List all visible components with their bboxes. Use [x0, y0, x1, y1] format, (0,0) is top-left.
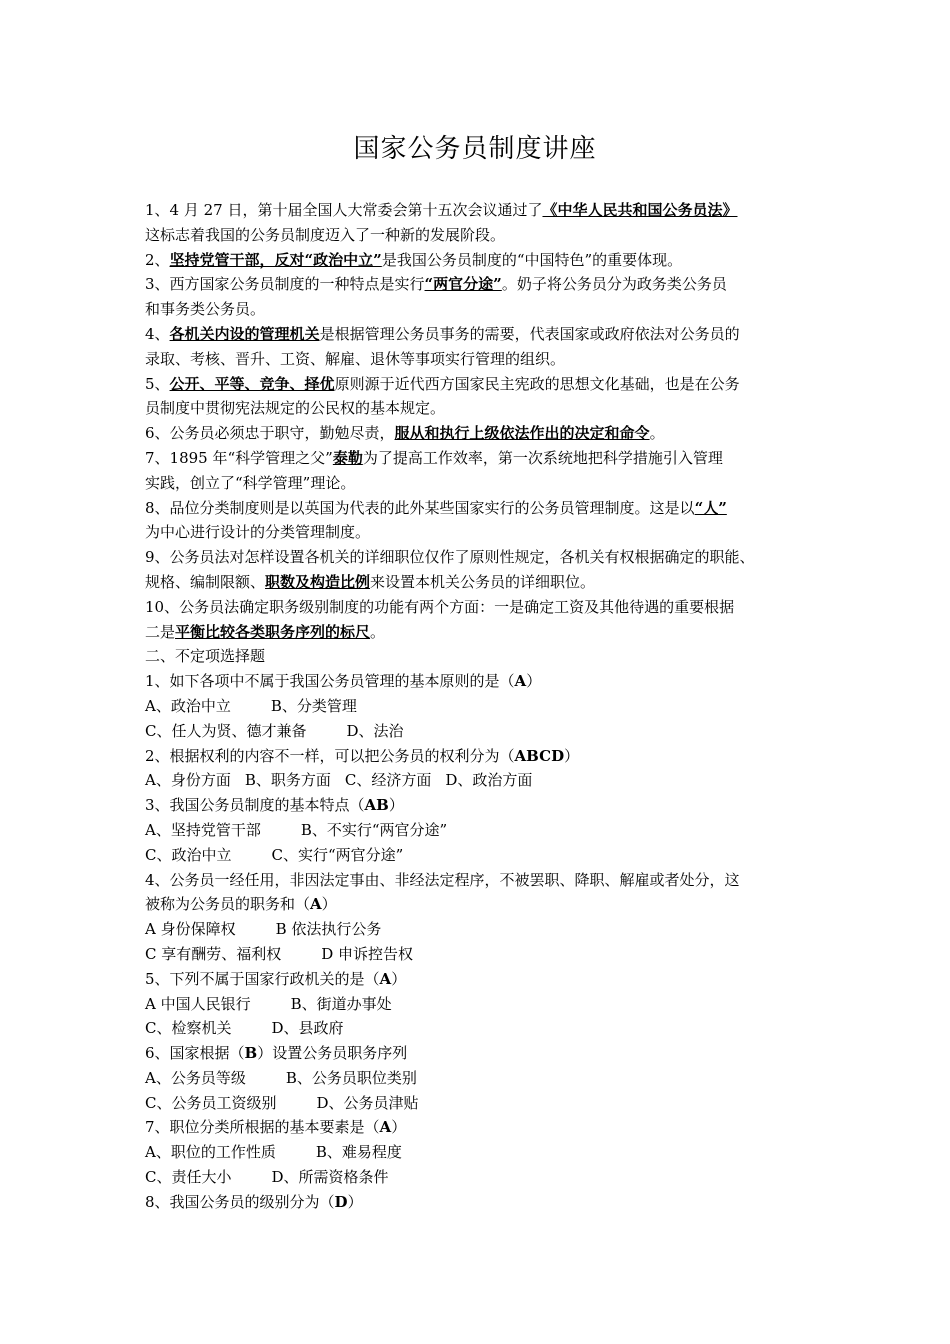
option-text: B、街道办事处	[290, 994, 392, 1013]
item-text: 是我国公务员制度的“中国特色”的重要体现。	[381, 250, 683, 269]
option-text: C 享有酬劳、福利权	[145, 944, 282, 963]
option-text: A、身份方面	[145, 771, 231, 790]
item-text: 为了提高工作效率，第一次系统地把科学措施引入管理	[362, 448, 723, 467]
answer-text: 服从和执行上级依法作出的决定和命令	[394, 424, 650, 443]
question-text: 6、国家根据（	[145, 1044, 245, 1063]
section-heading-text: 二、不定项选择题	[145, 647, 266, 666]
fill-in-item-9-line-2	[145, 570, 821, 595]
question-7-options-1	[145, 1140, 821, 1165]
item-text: 这标志着我国的公务员制度迈入了一种新的发展阶段。	[145, 225, 506, 244]
item-text: 二是	[145, 622, 176, 641]
option-text: C、政治中立	[145, 845, 232, 864]
fill-in-item-9-line-1	[145, 545, 821, 570]
item-text: 4、	[145, 324, 170, 343]
item-text: 6、公务员必须忠于职守，勤勉尽责，	[145, 424, 395, 443]
question-1-options-1	[145, 694, 821, 719]
option-text: A、政治中立	[145, 696, 231, 715]
question-6-options-1	[145, 1066, 821, 1091]
answer-letter: AB	[364, 796, 389, 815]
item-text: 3、西方国家公务员制度的一种特点是实行	[145, 275, 425, 294]
option-text: C、责任大小	[145, 1168, 232, 1187]
item-text: 。奶子将公务员分为政务类公务员	[501, 275, 727, 294]
answer-letter: A	[379, 1118, 392, 1137]
question-text: 1、如下各项中不属于我国公务员管理的基本原则的是（	[145, 672, 515, 691]
question-7-options-2	[145, 1165, 821, 1190]
question-text: 被称为公务员的职务和（	[145, 895, 311, 914]
question-text: 2、根据权利的内容不一样，可以把公务员的权利分为（	[145, 746, 515, 765]
fill-in-item-8-line-1	[145, 496, 821, 521]
fill-in-item-6-line-1	[145, 421, 821, 446]
item-text: 8、品位分类制度则是以英国为代表的此外某些国家实行的公务员管理制度。这是以	[145, 498, 695, 517]
item-text: 和事务类公务员。	[145, 300, 266, 319]
question-2	[145, 744, 821, 769]
item-text: 原则源于近代西方国家民主宪政的思想文化基础，也是在公务	[334, 374, 740, 393]
item-text: 9、公务员法对怎样设置各机关的详细职位仅作了原则性规定，各机关有权根据确定的职能、	[145, 548, 755, 567]
option-text: A 中国人民银行	[145, 994, 251, 1013]
item-text: 2、	[145, 250, 170, 269]
item-text: 是根据管理公务员事务的需要，代表国家或政府依法对公务员的	[319, 324, 740, 343]
question-5-options-2	[145, 1016, 821, 1041]
option-text: D、公务员津贴	[316, 1093, 419, 1112]
question-text: ）	[347, 1192, 363, 1211]
answer-text: 坚持党管干部，反对“政治中立”	[169, 250, 382, 269]
question-text: 5、下列不属于国家行政机关的是（	[145, 969, 380, 988]
option-text: B、分类管理	[270, 696, 357, 715]
fill-in-item-7-line-1	[145, 446, 821, 471]
option-text: D、县政府	[271, 1019, 344, 1038]
question-8	[145, 1190, 821, 1215]
answer-text: 《中华人民共和国公务员法》	[542, 201, 738, 219]
question-5-options-1	[145, 992, 821, 1017]
fill-in-item-10-line-1	[145, 595, 821, 620]
answer-text: “两官分途”	[424, 275, 502, 294]
question-text: ）	[526, 672, 542, 691]
fill-in-item-7-line-2	[145, 471, 821, 496]
fill-in-item-5-line-2	[145, 396, 821, 421]
item-text: 员制度中贯彻宪法规定的公民权的基本规定。	[145, 399, 446, 418]
fill-in-item-3-line-2	[145, 297, 821, 322]
item-text: 10、公务员法确定职务级别制度的功能有两个方面：一是确定工资及其他待遇的重要根据	[145, 597, 735, 616]
item-text: 来设置本机关公务员的详细职位。	[370, 572, 596, 591]
item-text: 。	[370, 622, 386, 641]
question-text: ）	[391, 969, 407, 988]
option-text: D、法治	[346, 721, 404, 740]
question-3-options-2	[145, 843, 821, 868]
item-text: 7、1895 年“科学管理之父”	[145, 448, 333, 467]
item-text: 为中心进行设计的分类管理制度。	[145, 523, 371, 542]
document-title: 国家公务员制度讲座	[353, 134, 597, 164]
fill-in-item-10-line-2	[145, 620, 821, 645]
answer-letter: ABCD	[514, 746, 565, 765]
answer-letter: D	[334, 1192, 348, 1211]
option-text: D、政治方面	[445, 771, 533, 790]
question-4-line-2	[145, 892, 821, 917]
fill-in-item-1-line-2	[145, 223, 821, 248]
option-text: B 依法执行公务	[275, 920, 382, 939]
document-body	[145, 198, 821, 1215]
fill-in-item-2-line-1	[145, 248, 821, 273]
answer-text: 职数及构造比例	[265, 572, 371, 591]
question-4-line-1	[145, 868, 821, 893]
option-text: B、职务方面	[244, 771, 331, 790]
option-text: B、不实行“两官分途”	[300, 820, 448, 839]
question-4-options-2	[145, 942, 821, 967]
option-text: C、公务员工资级别	[145, 1093, 277, 1112]
answer-text: 泰勒	[332, 448, 363, 467]
option-text: D、所需资格条件	[271, 1168, 389, 1187]
answer-text: “人”	[694, 498, 727, 517]
fill-in-item-3-line-1	[145, 272, 821, 297]
answer-text: 各机关内设的管理机关	[169, 324, 320, 343]
answer-letter: A	[310, 895, 322, 914]
answer-letter: B	[244, 1044, 258, 1063]
question-2-options-1	[145, 768, 821, 793]
option-text: C、经济方面	[344, 771, 432, 790]
option-text: A、公务员等级	[145, 1068, 246, 1087]
option-text: B、公务员职位类别	[285, 1068, 417, 1087]
question-1-options-2	[145, 719, 821, 744]
question-text: ）	[564, 746, 580, 765]
option-text: D 申诉控告权	[321, 944, 414, 963]
question-text: ）	[388, 796, 404, 815]
item-text: 5、	[145, 374, 170, 393]
option-text: C、实行“两官分途”	[271, 845, 404, 864]
item-text: 录取、考核、晋升、工资、解雇、退休等事项实行管理的组织。	[145, 349, 566, 368]
option-text: B、难易程度	[315, 1143, 402, 1162]
item-text: 。	[649, 424, 665, 443]
fill-in-item-4-line-1	[145, 322, 821, 347]
question-text: 7、职位分类所根据的基本要素是（	[145, 1118, 380, 1137]
answer-text: 平衡比较各类职务序列的标尺	[175, 622, 371, 641]
question-text: ）	[391, 1118, 407, 1137]
item-text: 规格、编制限额、	[145, 572, 266, 591]
fill-in-item-1-line-1	[145, 198, 821, 223]
item-text: 实践，创立了“科学管理”理论。	[145, 473, 356, 492]
answer-letter: A	[514, 672, 527, 691]
question-5	[145, 967, 821, 992]
question-text: 3、我国公务员制度的基本特点（	[145, 796, 365, 815]
option-text: C、检察机关	[145, 1019, 232, 1038]
question-6-options-2	[145, 1091, 821, 1116]
option-text: A、坚持党管干部	[145, 820, 261, 839]
question-text: 4、公务员一经任用，非因法定事由、非经法定程序，不被罢职、降职、解雇或者处分，这	[145, 870, 740, 889]
fill-in-item-8-line-2	[145, 520, 821, 545]
question-1	[145, 669, 821, 694]
item-text: 1、4 月 27 日，第十届全国人大常委会第十五次会议通过了	[145, 201, 543, 219]
question-3-options-1	[145, 818, 821, 843]
question-4-options-1	[145, 917, 821, 942]
answer-letter: A	[379, 969, 392, 988]
answer-text: 公开、平等、竞争、择优	[169, 374, 335, 393]
fill-in-item-5-line-1	[145, 372, 821, 397]
question-6	[145, 1041, 821, 1066]
question-text: ）设置公务员职务序列	[257, 1044, 408, 1063]
question-text: 8、我国公务员的级别分为（	[145, 1192, 335, 1211]
fill-in-item-4-line-2	[145, 347, 821, 372]
option-text: A、职位的工作性质	[145, 1143, 276, 1162]
question-3	[145, 793, 821, 818]
option-text: A 身份保障权	[145, 920, 236, 939]
question-text: ）	[321, 895, 337, 914]
question-7	[145, 1115, 821, 1140]
section-heading	[145, 644, 821, 669]
option-text: C、任人为贤、德才兼备	[145, 721, 307, 740]
